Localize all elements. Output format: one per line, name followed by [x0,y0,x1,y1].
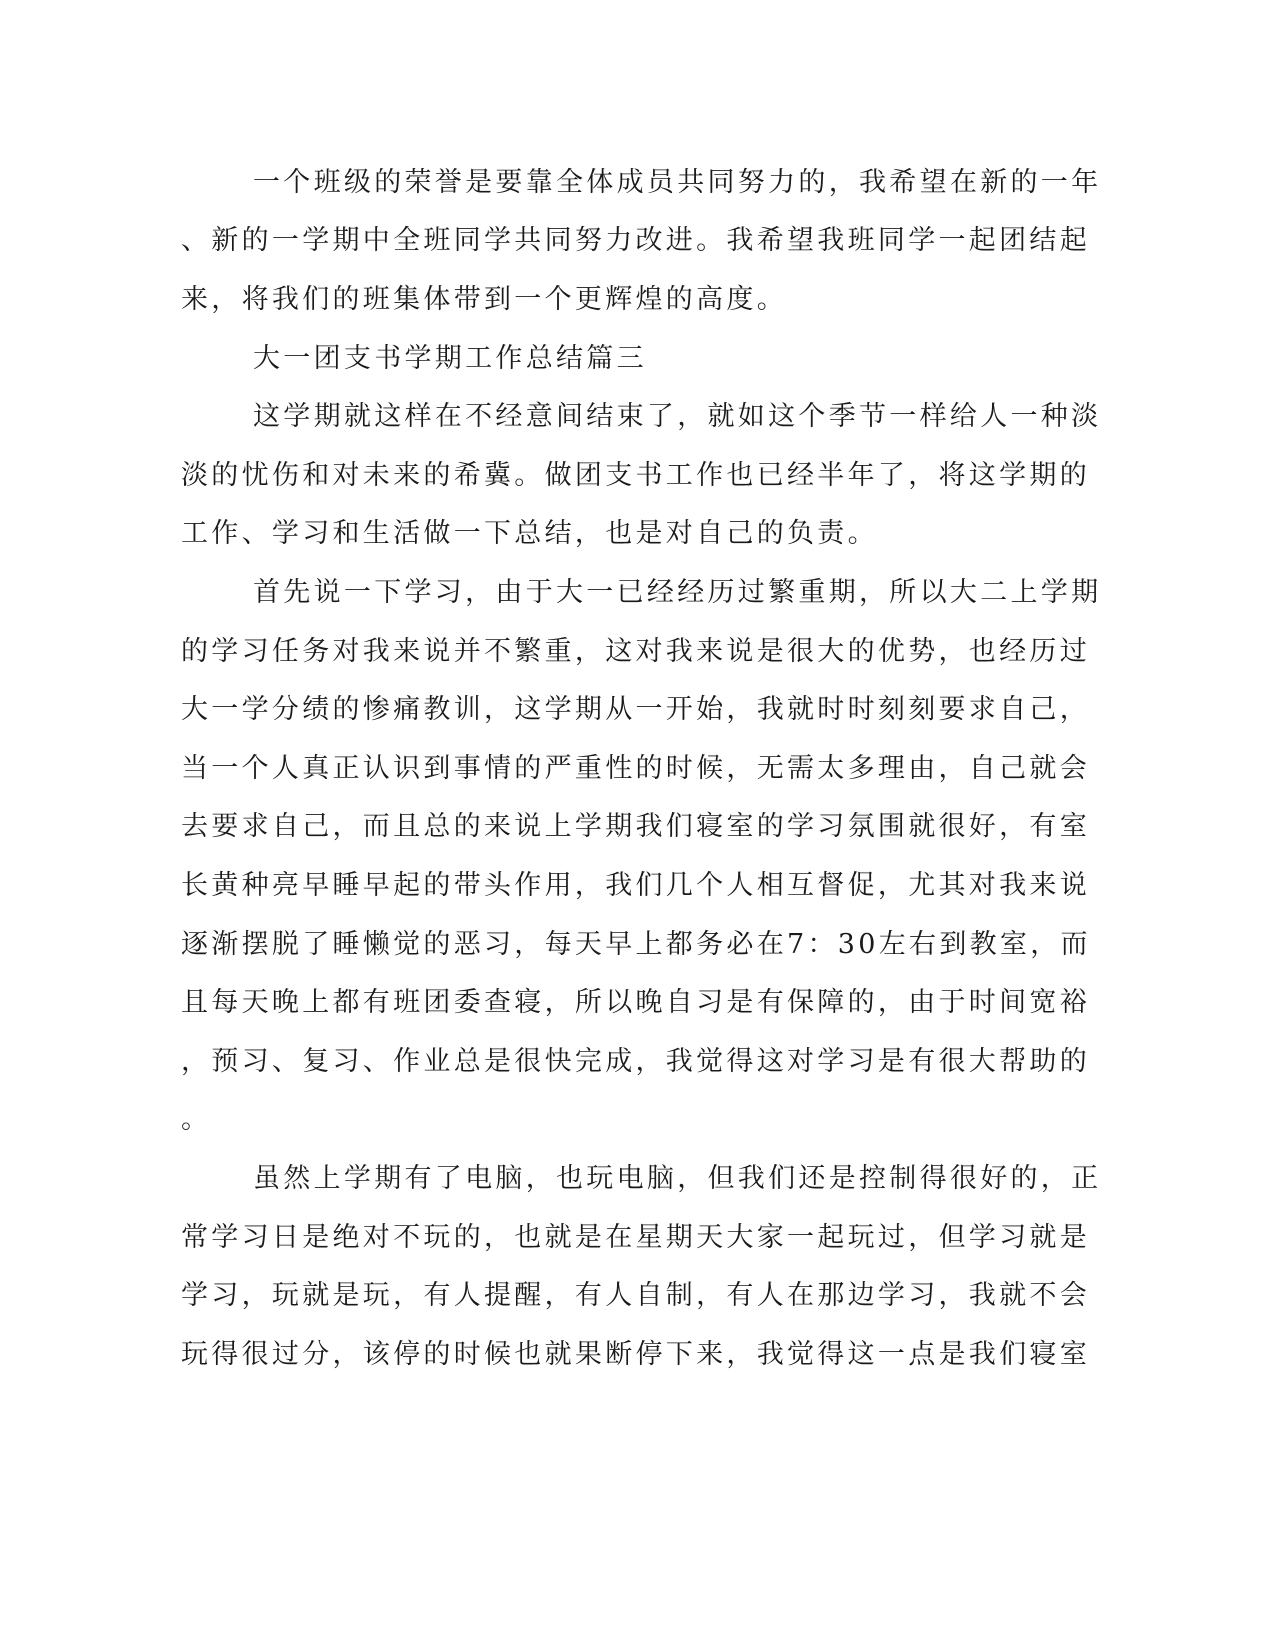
text-line: ，预习、复习、作业总是很快完成，我觉得这对学习是有很大帮助的 [181,1046,1090,1077]
text-line: 、新的一学期中全班同学共同努力改进。我希望我班同学一起团结起 [181,225,1090,256]
text-line: 长黄种亮早睡早起的带头作用，我们几个人相互督促，尤其对我来说 [181,870,1090,901]
text-line: 玩得很过分，该停的时候也就果断停下来，我觉得这一点是我们寝室 [181,1339,1090,1370]
text-line: 工作、学习和生活做一下总结，也是对自己的负责。 [181,518,878,549]
text-line: 逐渐摆脱了睡懒觉的恶习，每天早上都务必在7：30左右到教室，而 [181,929,1091,960]
text-line: 学习，玩就是玩，有人提醒，有人自制，有人在那边学习，我就不会 [181,1280,1090,1311]
text-line: 一个班级的荣誉是要靠全体成员共同努力的，我希望在新的一年 [253,167,1102,198]
text-line: 的学习任务对我来说并不繁重，这对我来说是很大的优势，也经历过 [181,636,1090,667]
text-line: 当一个人真正认识到事情的严重性的时候，无需太多理由，自己就会 [181,753,1090,784]
text-line: 首先说一下学习，由于大一已经经历过繁重期，所以大二上学期 [253,577,1102,608]
text-line: 虽然上学期有了电脑，也玩电脑，但我们还是控制得很好的，正 [253,1163,1102,1194]
text-line: 。 [181,1104,212,1135]
text-line: 且每天晚上都有班团委查寝，所以晚自习是有保障的，由于时间宽裕 [181,987,1090,1018]
text-line: 淡的忧伤和对未来的希冀。做团支书工作也已经半年了，将这学期的 [181,460,1090,491]
section-heading: 大一团支书学期工作总结篇三 [253,343,647,374]
text-line: 常学习日是绝对不玩的，也就是在星期天大家一起玩过，但学习就是 [181,1222,1090,1253]
text-line: 大一学分绩的惨痛教训，这学期从一开始，我就时时刻刻要求自己， [181,694,1090,725]
text-line: 来，将我们的班集体带到一个更辉煌的高度。 [181,284,787,315]
text-line: 去要求自己，而且总的来说上学期我们寝室的学习氛围就很好，有室 [181,811,1090,842]
text-line: 这学期就这样在不经意间结束了，就如这个季节一样给人一种淡 [253,401,1102,432]
